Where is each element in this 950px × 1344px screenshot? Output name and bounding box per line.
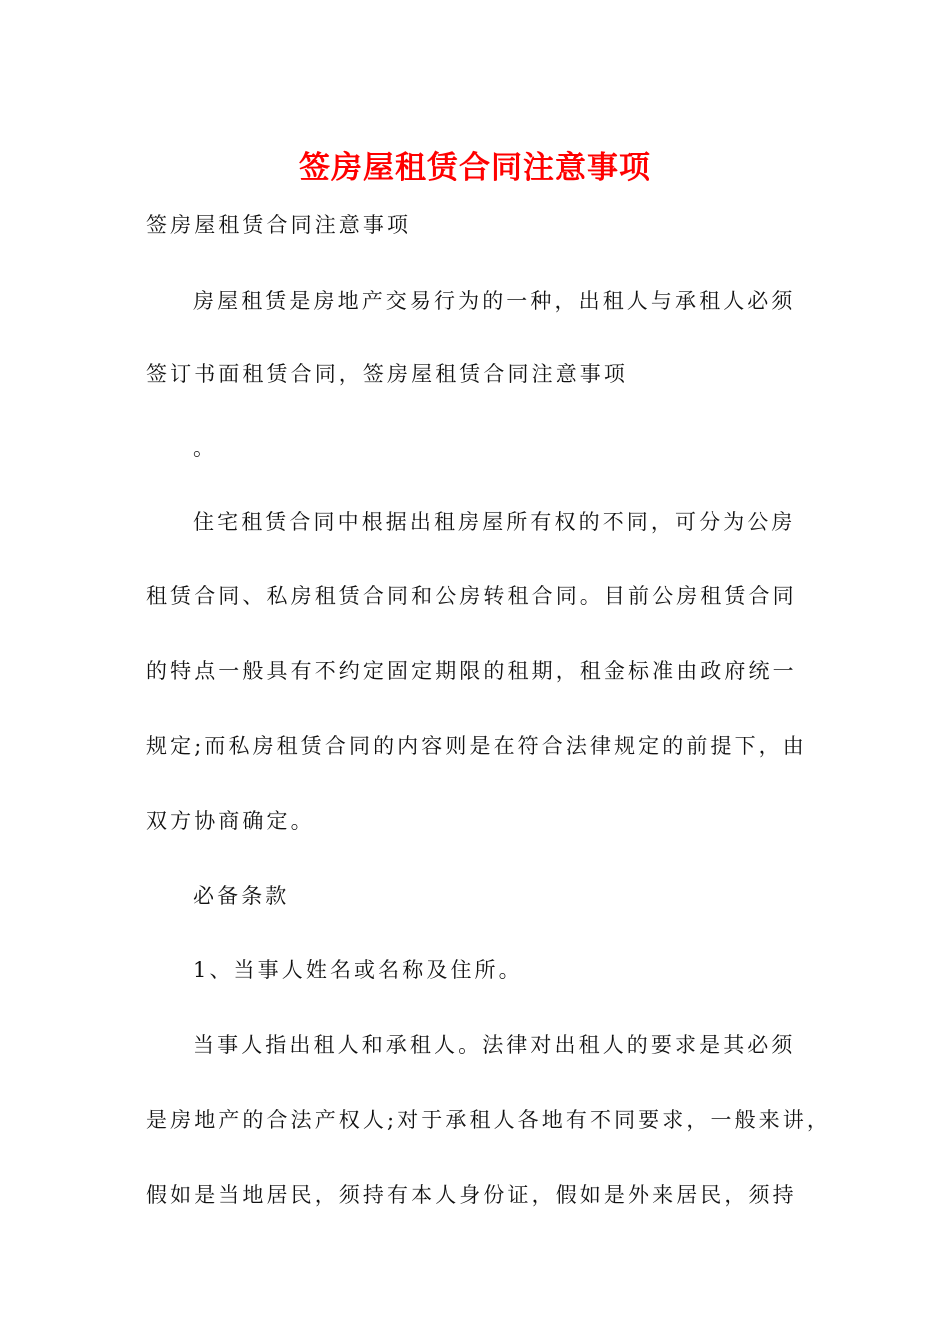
paragraph-line: 签订书面租赁合同，签房屋租赁合同注意事项 [146,362,628,386]
list-item: 1、当事人姓名或名称及住所。 [193,958,523,982]
subtitle-line: 签房屋租赁合同注意事项 [146,213,412,237]
section-heading: 必备条款 [193,884,290,908]
paragraph-line: 的特点一般具有不约定固定期限的租期，租金标准由政府统一 [146,659,797,683]
paragraph-line: 是房地产的合法产权人;对于承租人各地有不同要求，一般来讲， [146,1108,831,1132]
paragraph-line: 房屋租赁是房地产交易行为的一种，出租人与承租人必须 [193,289,796,313]
paragraph-line: 当事人指出租人和承租人。法律对出租人的要求是其必须 [193,1033,796,1057]
paragraph-line: 。 [193,436,218,460]
paragraph-line: 双方协商确定。 [146,809,315,833]
paragraph-line: 假如是当地居民，须持有本人身份证，假如是外来居民，须持 [146,1183,797,1207]
document-title: 签房屋租赁合同注意事项 [299,150,651,186]
paragraph-line: 住宅租赁合同中根据出租房屋所有权的不同，可分为公房 [193,510,796,534]
paragraph-line: 规定;而私房租赁合同的内容则是在符合法律规定的前提下，由 [146,734,807,758]
paragraph-line: 租赁合同、私房租赁合同和公房转租合同。目前公房租赁合同 [146,584,797,608]
